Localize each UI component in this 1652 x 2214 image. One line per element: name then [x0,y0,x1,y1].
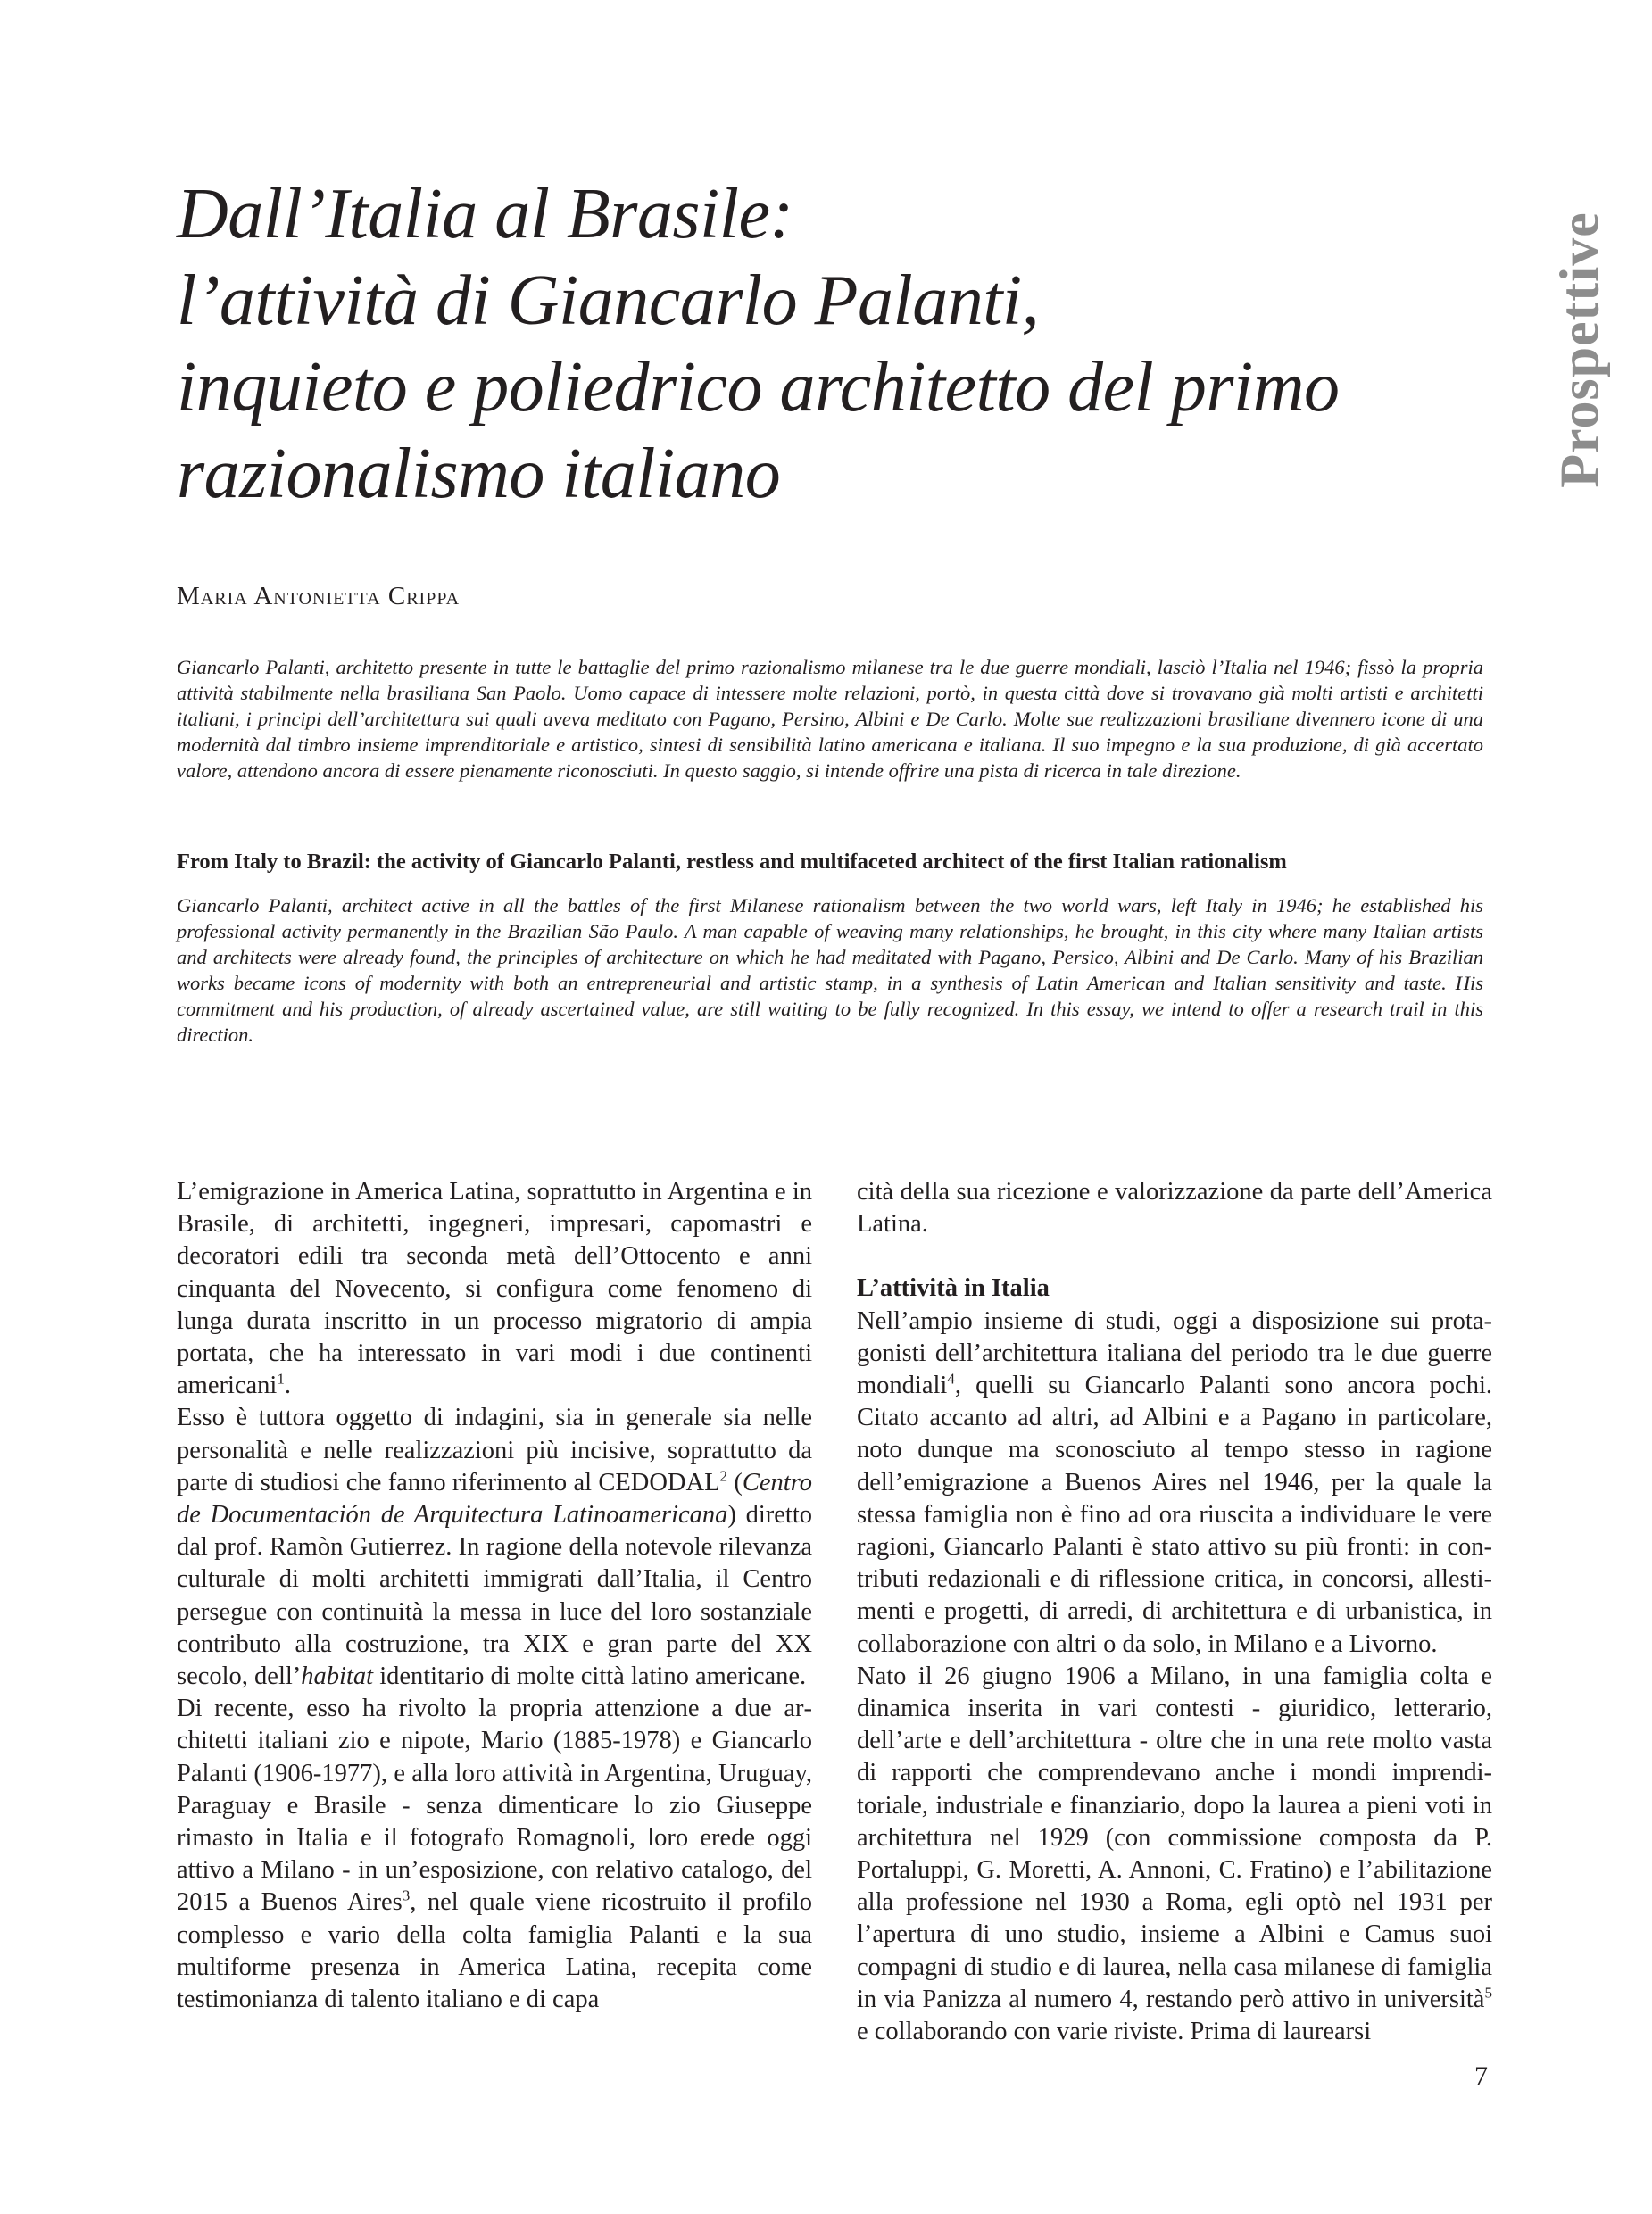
paragraph-text: , quelli su Giancarlo Palanti sono ancora pochi. Citato accanto ad altri, ad Albini e a Pagano in particolare, noto dunque ma sconosciuto al tempo stesso in ragione dell’emigrazione a Buenos Aires nel 1946, per la quale la stessa famiglia non è fino ad ora riuscita a individuare le vere ragioni, Giancarlo Palanti è stato attivo su più fronti: in contributi redazionali e di riflessione critica, in concorsi, allestimenti e progetti, di arredi, di architettura e di urbanistica, in collaborazione con altri o da solo, in Milano e a Livorno. [857,1372,1492,1658]
paragraph-text: Di recente, esso ha rivolto la propria attenzione a due architetti italiani zio e nipote, Mario (1885-1978) e Giancarlo Palanti (1906-1977), e alla loro attività in Argentina, Uruguay, Paraguay e Brasile - senza dimenticare lo zio Giuseppe rimasto in Italia e il fotografo Romagnoli, loro erede oggi attivo a Milano - in un’esposizione, con relativo catalogo, del 2015 a Buenos Aires [177,1695,812,1917]
section-label [1551,207,1610,493]
article-title [177,171,1498,518]
body-column-right [857,1176,1492,2048]
paragraph-text: identitario di molte città latino americane. [373,1663,807,1691]
title-line-4: razionalismo italiano [177,435,781,513]
paragraph-text: ) diretto dal prof. Ramòn Gutierrez. In ragione della notevole rilevanza culturale di molti architetti immigrati dall’Italia, il Centro persegue con continuità la messa in luce del loro sostanziale contributo alla costruzione, tra XIX e gran parte del XX secolo, dell’ [177,1501,812,1691]
paragraph-text: L’emigrazione in America Latina, soprattutto in Argentina e in Brasile, di architetti, ingegneri, impresari, capomastri e decoratori edili tra seconda metà dell’Ottocento e anni cinquanta del Novecento, si configura come fenomeno di lunga durata inscritto in un processo migratorio di ampia portata, che ha interessato in vari modi i due continenti americani [177,1178,812,1400]
title-line-2: l’attività di Giancarlo Palanti, [177,261,1040,340]
abstract-english: Giancarlo Palanti, architect active in all the battles of the first Milanese rationalism between the two world wars, left Italy in 1946; he established his professional activity permanently in the Brazilian São Paulo. A man capable of weaving many relationships, he brought, in this city where many Italian artists and architects were already found, the principles of architecture on which he had meditated with Pagano, Persico, Albini and De Carlo. Many of his Brazilian works became icons of modernity with both an entrepreneurial and artistic stamp, in a synthesis of Latin American and Italian sensitivity and taste. His commitment and his production, of already ascertained value, are still waiting to be fully recognized. In this essay, we intend to offer a research trail in this direction. [177,894,1483,1046]
body-paragraph [177,1176,812,1402]
body-paragraph [857,1306,1492,1661]
footnote-ref: 4 [947,1370,955,1388]
title-line-1: Dall’Italia al Brasile: [177,175,793,253]
page-number: 7 [1474,2061,1488,2091]
body-column-left [177,1176,812,2016]
footnote-ref: 2 [719,1467,728,1485]
paragraph-text: , nel quale viene ricostruito il profilo complesso e vario della colta famiglia Palanti e la sua multiforme presenza in America Latina, recepita come testimonianza di talento italiano e di capa [177,1888,812,2014]
paragraph-text: Nell’ampio insieme di studi, oggi a disposizione sui protagonisti dell’architettura italiana del periodo tra le due guerre mondiali [857,1306,1492,1400]
paragraph-text: . [284,1372,292,1400]
body-paragraph [857,1661,1492,2048]
body-paragraph: cità della sua ricezione e valorizzazione da parte dell’America Latina. [857,1178,1492,1239]
paragraph-text: Esso è tuttora oggetto di indagini, sia in generale sia nelle personalità e nelle realizzazioni più incisive, soprattutto da parte di studiosi che fanno riferimento al CEDODAL [177,1404,812,1497]
body-paragraph [177,1693,812,2016]
italic-text: Centro de Documentación de Arquitectura Latinoamericana [177,1468,812,1530]
section-label-text: Prospettive [1549,211,1611,488]
english-title: From Italy to Brazil: the activity of Giancarlo Palanti, restless and multifaceted architect of the first Italian rationalism [177,850,1287,874]
paragraph-text: Nato il 26 giugno 1906 a Milano, in una famiglia colta e dinamica inserita in vari contesti - giuridico, letterario, dell’arte e dell’architettura - oltre che in una rete molto vasta di rapporti che comprendevano anche i mondi imprenditoriale, industriale e finanziario, dopo la laurea a pieni voti in architettura nel 1929 (con commissione composta da P. Portaluppi, G. Moretti, A. Annoni, C. Fratino) e l’abilitazione alla professione nel 1930 a Roma, egli optò nel 1931 per l’apertura di uno studio, insieme a Albini e Camus suoi compagni di studio e di laurea, nella casa milanese di famiglia in via Panizza al numero 4, restando però attivo in università [857,1662,1492,2013]
footnote-ref: 1 [277,1370,285,1388]
abstract-italian: Giancarlo Palanti, architetto presente in tutte le battaglie del primo razionalismo milanese tra le due guerre mondiali, lasciò l’Italia nel 1946; fissò la propria attività stabilmente nella brasiliana San Paolo. Uomo capace di intessere molte relazioni, portò, in questa città dove si trovavano già molti artisti e architetti italiani, i principi dell’architettura sui quali aveva meditato con Pagano, Persino, Albini e De Carlo. Molte sue realizzazioni brasiliane divennero icone di una modernità dal timbro insieme imprenditoriale e artistico, sintesi di sensibilità latino americana e italiana. Il suo impegno e la sua produzione, di già accertato valore, attendono ancora di essere pienamente riconosciuti. In questo saggio, si intende offrire una pista di ricerca in tale direzione. [177,656,1483,782]
footnote-ref: 5 [1484,1984,1492,2002]
paragraph-text: e collaborando con varie riviste. Prima di laurearsi [857,2018,1372,2046]
footnote-ref: 3 [402,1886,411,1904]
author-name: Maria Antonietta Crippa [177,582,461,610]
body-paragraph [177,1402,812,1693]
paragraph-text: ( [727,1468,743,1497]
italic-text: habitat [301,1663,374,1691]
title-line-3: inquieto e poliedrico architetto del primo [177,348,1340,427]
section-heading: L’attività in Italia [857,1274,1050,1303]
